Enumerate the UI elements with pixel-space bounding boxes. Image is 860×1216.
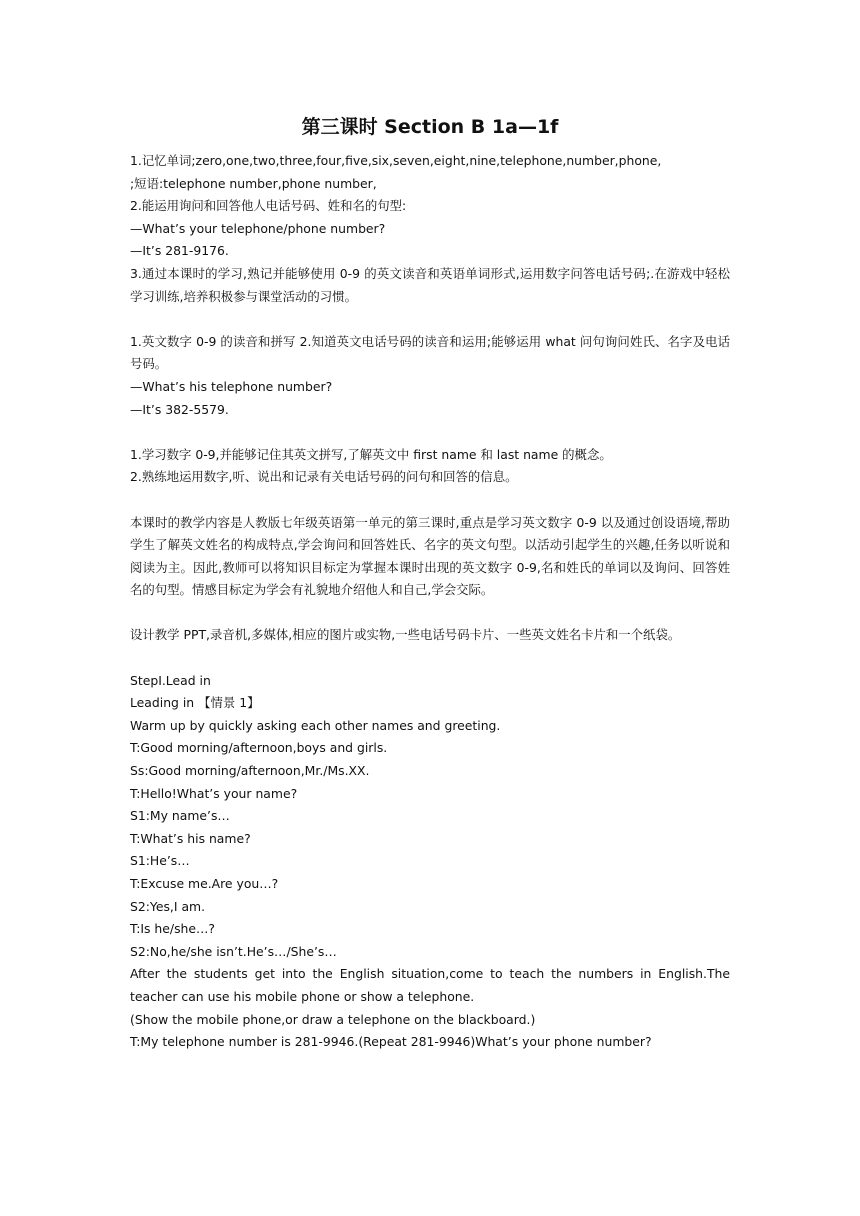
key-point-line-1: 1.英文数字 0-9 的读音和拼写 2.知道英文电话号码的读音和运用;能够运用 what 问句询问姓氏、名字及电话号码。: [130, 333, 730, 372]
key-point-line-2: —What’s his telephone number?: [130, 378, 333, 394]
difficult-point-line-1: 1.学习数字 0-9,并能够记住其英文拼写,了解英文中 first name 和 last name 的概念。: [130, 446, 612, 462]
step-heading: StepⅠ.Lead in: [130, 672, 211, 688]
dialogue-line: S1:My name’s…: [130, 808, 230, 824]
dialogue-line: T:Excuse me.Are you…?: [130, 876, 279, 891]
objective-line-1: 1.记忆单词;zero,one,two,three,four,five,six,seven,eight,nine,telephone,number,phone,: [130, 153, 662, 168]
objective-line-5: —It’s 281-9176.: [130, 243, 229, 259]
dialogue-line: S1:He’s…: [130, 853, 190, 869]
analysis-paragraph: 本课时的教学内容是人教版七年级英语第一单元的第三课时,重点是学习英文数字 0-9 以及通过创设语境,帮助学生了解英文姓名的构成特点,学会询问和回答姓氏、名字的英文句型。以活动引起学生的兴趣,任务以听说和阅读为主。因此,教师可以将知识目标定为掌握本课时出现的英文数字 0-9,名和姓氏的单词以及询问、回答姓名的句型。情感目标定为学会有礼貌地介绍他人和自己,学会交际。: [130, 514, 730, 598]
dialogue-line: S2:Yes,I am.: [130, 898, 206, 914]
dialogue-line: T:Good morning/afternoon,boys and girls.: [130, 740, 388, 756]
preparation-paragraph: 设计教学 PPT,录音机,多媒体,相应的图片或实物,一些电话号码卡片、一些英文姓名卡片和一个纸袋。: [130, 627, 681, 643]
objective-line-6: 3.通过本课时的学习,熟记并能够使用 0-9 的英文读音和英语单词形式,运用数字问答电话号码;.在游戏中轻松学习训练,培养积极参与课堂活动的习惯。: [130, 265, 730, 304]
lesson-content: [130, 150, 730, 1054]
key-point-line-3: —It’s 382-5579.: [130, 401, 229, 417]
difficult-point-line-2: 2.熟练地运用数字,听、说出和记录有关电话号码的问句和回答的信息。: [130, 469, 518, 485]
dialogue-line: S2:No,he/she isn’t.He’s…/She’s…: [130, 943, 337, 959]
scene-heading: Leading in 【情景 1】: [130, 695, 260, 711]
dialogue-line: T:What’s his name?: [130, 830, 251, 846]
warmup-line: Warm up by quickly asking each other names and greeting.: [130, 717, 501, 733]
after-paragraph: After the students get into the English situation,come to teach the numbers in English.The teacher can use his mobile phone or show a telephone.: [130, 966, 730, 1004]
objective-line-4: —What’s your telephone/phone number?: [130, 220, 386, 236]
objective-line-2: ;短语:telephone number,phone number,: [130, 175, 377, 191]
last-line: T:My telephone number is 281-9946.(Repeat 281-9946)What’s your phone number?: [130, 1034, 652, 1050]
objective-line-3: 2.能运用询问和回答他人电话号码、姓和名的句型:: [130, 198, 407, 214]
dialogue-line: Ss:Good morning/afternoon,Mr./Ms.XX.: [130, 763, 370, 779]
dialogue-line: T:Hello!What’s your name?: [130, 785, 298, 801]
dialogue-line: T:Is he/she…?: [130, 921, 215, 937]
page-title: 第三课时 Section B 1a—1f: [301, 116, 559, 138]
show-line: (Show the mobile phone,or draw a telephone on the blackboard.): [130, 1011, 536, 1027]
